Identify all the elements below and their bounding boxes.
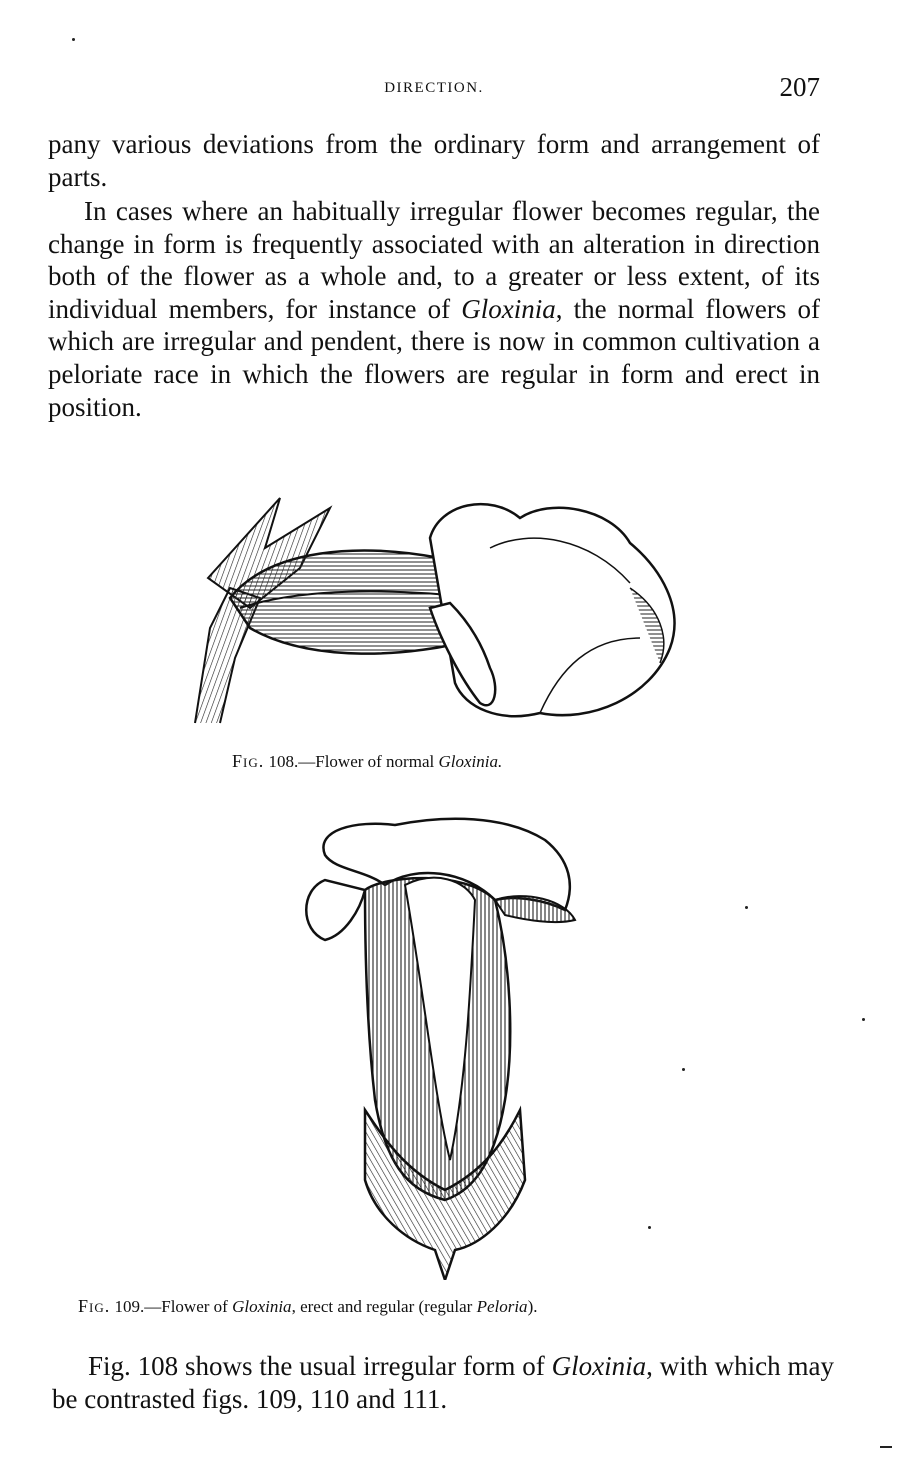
paragraph-continued (48, 128, 820, 193)
figure-label: Fig. (232, 751, 265, 771)
caption-text-b: , erect and regular (regular (291, 1297, 477, 1316)
genus-name: Gloxinia (551, 1351, 647, 1381)
caption-text-c: ). (527, 1297, 538, 1316)
caption-text-a: 109.—Flower of (110, 1297, 233, 1316)
paragraph-text-b: , with which may be contrasted figs. 109, 110 and 111. (52, 1351, 834, 1414)
genus-name: Gloxinia (232, 1297, 292, 1316)
paragraph-fig-reference (52, 1350, 834, 1415)
genus-name: Gloxinia (461, 293, 556, 324)
genus-name: Gloxinia. (438, 752, 503, 771)
paragraph-text-a: In cases where an habitually irregular flower becomes regular, the change in form is frequently associated with an alteration in direction both of the flower as a whole and, to a greater or less extent, of its individual members, for instance of (48, 196, 820, 324)
paragraph-peloria-direction (48, 195, 820, 423)
peloria-term: Peloria (476, 1297, 528, 1316)
page-number: 207 (779, 72, 820, 102)
paragraph-text-a: Fig. 108 shows the usual irregular form of (88, 1351, 552, 1381)
figure-109-illustration (295, 800, 595, 1280)
paragraph-text: pany various deviations from the ordinary form and arrangement of parts. (48, 129, 820, 192)
running-title: DIRECTION. (384, 80, 484, 96)
paragraph-text-b: , the normal flowers of which are irregular and pendent, there is now in common cultivation a peloriate race in which the flowers are regular in form and erect in position. (48, 293, 820, 422)
figure-108-illustration (190, 488, 690, 728)
caption-text: 108.—Flower of normal (264, 752, 439, 771)
figure-108-caption (232, 751, 502, 772)
figure-label: Fig. (78, 1296, 111, 1316)
figure-109-caption (78, 1296, 537, 1317)
running-head (48, 74, 820, 106)
